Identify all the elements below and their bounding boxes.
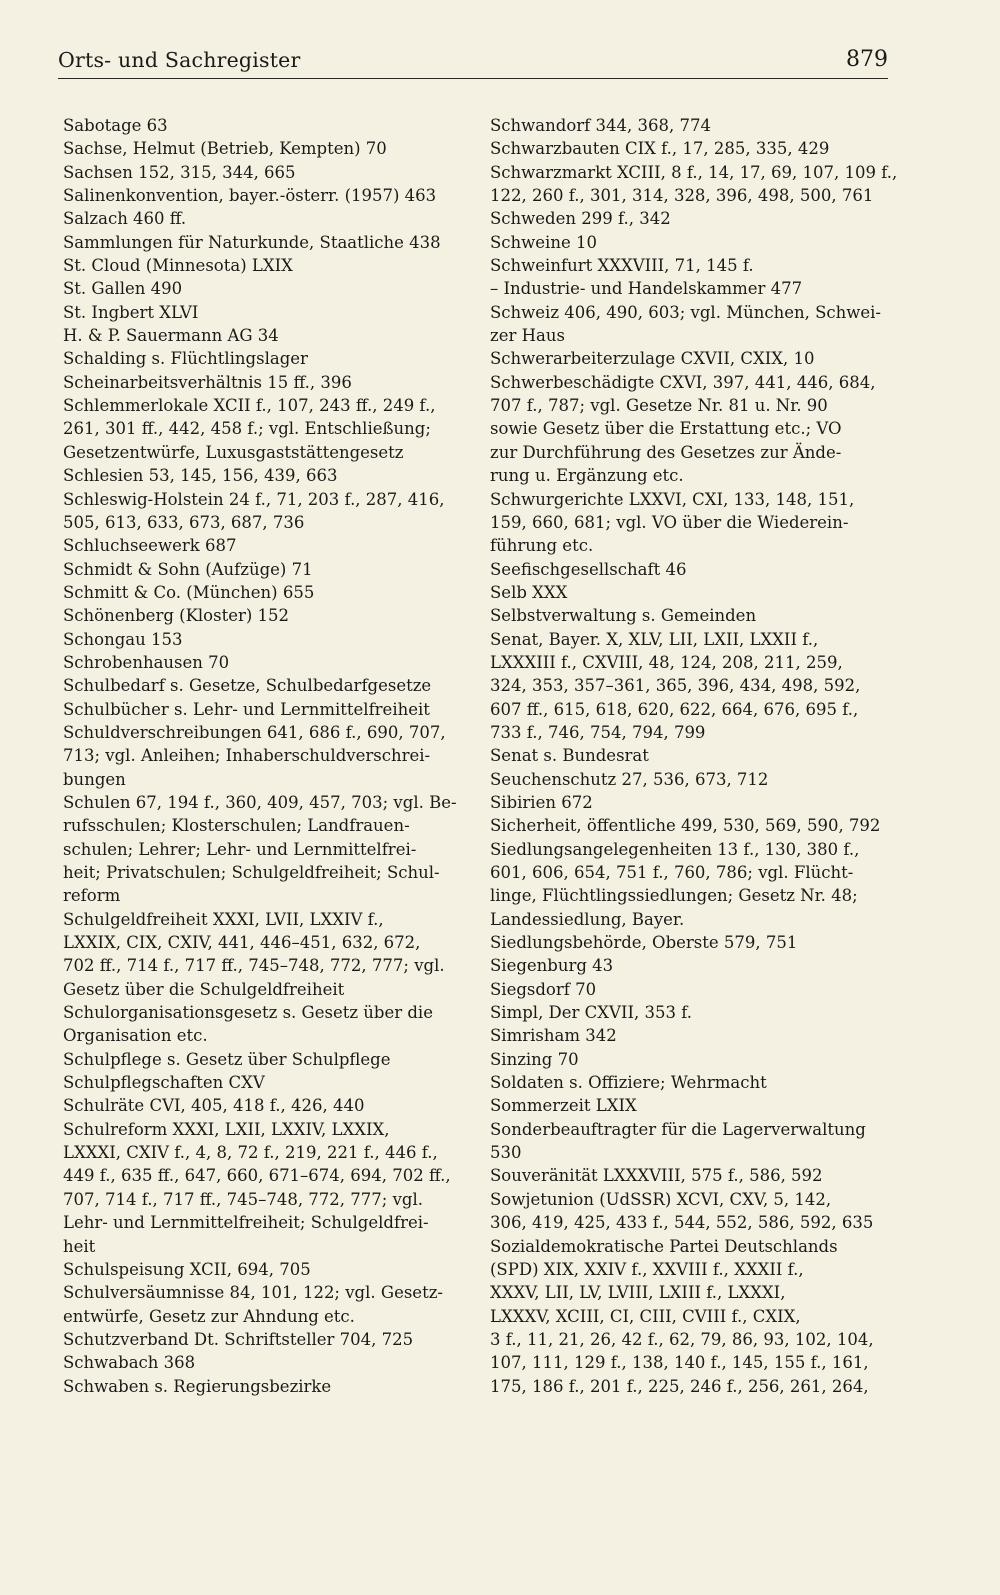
index-entry-line: Schlesien 53, 145, 156, 439, 663 (63, 466, 338, 486)
index-entry (63, 161, 448, 184)
index-entry (63, 791, 457, 908)
index-entry (490, 1118, 885, 1165)
index-entry-line: Sachsen 152, 315, 344, 665 (63, 162, 296, 182)
index-entry (490, 1071, 885, 1094)
index-entry-line: Schwarzmarkt XCIII, 8 f., 14, 17, 69, 107, 109 f., (490, 162, 898, 182)
index-entry (490, 1048, 885, 1071)
index-entry-line: 607 ff., 615, 618, 620, 622, 664, 676, 695 f., (490, 699, 859, 719)
index-column-right (490, 114, 898, 1398)
index-entry (490, 1094, 885, 1117)
index-entry-line: Siegsdorf 70 (490, 979, 597, 999)
index-entry-line: 713; vgl. Anleihen; Inhaberschuldverschrei- (63, 746, 431, 766)
index-entry-line: St. Ingbert XLVI (63, 302, 199, 322)
index-entry-line: Sommerzeit LXIX (490, 1096, 637, 1116)
index-entry-line: Schwerbeschädigte CXVI, 397, 441, 446, 684, (490, 372, 876, 392)
index-entry-line: Schulräte CVI, 405, 418 f., 426, 440 (63, 1096, 365, 1116)
index-entry-line: Senat, Bayer. X, XLV, LII, LXII, LXXII f., (490, 629, 819, 649)
index-entry-line: Schwurgerichte LXXVI, CXI, 133, 148, 151, (490, 489, 855, 509)
index-entry-line: 505, 613, 633, 673, 687, 736 (63, 512, 305, 532)
index-entry (63, 394, 448, 464)
index-entry-line: 707 f., 787; vgl. Gesetze Nr. 81 u. Nr. 90 (490, 396, 828, 416)
index-entry (63, 1094, 448, 1117)
index-entry-line: Schleswig-Holstein 24 f., 71, 203 f., 287, 416, (63, 489, 445, 509)
index-entry (63, 651, 448, 674)
index-entry-line: sowie Gesetz über die Erstattung etc.; VO (490, 419, 842, 439)
index-entry (63, 207, 448, 230)
index-entry-line: 707, 714 f., 717 ff., 745–748, 772, 777; vgl. (63, 1189, 423, 1209)
index-entry-line: Schmidt & Sohn (Aufzüge) 71 (63, 559, 313, 579)
index-entry (490, 954, 885, 977)
index-entry-line: Lehr- und Lernmittelfreiheit; Schulgeldfrei- (63, 1213, 429, 1233)
index-entry (490, 231, 885, 254)
page-number: 879 (846, 47, 888, 72)
index-entry-line: Sachse, Helmut (Betrieb, Kempten) 70 (63, 139, 387, 159)
index-entry-line: heit; Privatschulen; Schulgeldfreiheit; Schul- (63, 863, 440, 882)
index-entry-line: bungen (63, 769, 126, 789)
index-entry (63, 1048, 448, 1071)
index-entry (490, 931, 885, 954)
index-entry-line: Gesetzentwürfe, Luxusgaststättengesetz (63, 442, 404, 462)
index-entry (63, 1118, 451, 1258)
index-entry (63, 1001, 448, 1048)
index-entry (490, 628, 885, 745)
index-entry-line: Schulpflege s. Gesetz über Schulpflege (63, 1049, 391, 1069)
index-entry (63, 698, 448, 721)
running-head-title: Orts- und Sachregister (58, 48, 301, 72)
index-entry-line: Schulbücher s. Lehr- und Lernmittelfreiheit (63, 699, 430, 719)
index-entry (490, 978, 885, 1001)
index-entry-line: Simrisham 342 (490, 1026, 617, 1046)
index-entry-line: Sibirien 672 (490, 792, 593, 812)
index-entry-line: Siegenburg 43 (490, 956, 614, 976)
index-entry (490, 114, 885, 137)
index-entry (490, 161, 898, 208)
index-entry-line: 107, 111, 129 f., 138, 140 f., 145, 155 f., 161, (490, 1353, 869, 1373)
index-entry-line: Salinenkonvention, bayer.-österr. (1957) 463 (63, 186, 437, 206)
index-entry-line: Schulpflegschaften CXV (63, 1073, 265, 1093)
index-entry-line: 175, 186 f., 201 f., 225, 246 f., 256, 261, 264, (490, 1376, 869, 1396)
index-entry-line: Sabotage 63 (63, 116, 168, 135)
index-entry-line: Salzach 460 ff. (63, 209, 187, 229)
index-entry (490, 838, 885, 931)
index-entry-line: Schweinfurt XXXVIII, 71, 145 f. (490, 256, 754, 276)
index-entry-line: Landessiedlung, Bayer. (490, 909, 685, 929)
index-entry-line: reform (63, 886, 121, 906)
index-entry-line: Sammlungen für Naturkunde, Staatliche 438 (63, 232, 441, 252)
index-entry-line: Gesetz über die Schulgeldfreiheit (63, 979, 345, 999)
index-entry (63, 371, 448, 394)
index-entry (490, 301, 885, 348)
index-entry-line: zer Haus (490, 326, 565, 346)
index-entry-line: Schulbedarf s. Gesetze, Schulbedarfgesetze (63, 676, 432, 696)
index-entry-line: Sicherheit, öffentliche 499, 530, 569, 590, 792 (490, 816, 881, 836)
index-entry-line: Schlemmerlokale XCII f., 107, 243 ff., 249 f., (63, 396, 436, 416)
index-entry (490, 768, 885, 791)
index-entry-line: Sonderbeauftragter für die Lagerverwaltung (490, 1119, 866, 1139)
index-entry (63, 1351, 448, 1374)
index-entry (490, 558, 885, 581)
index-entry-line: Siedlungsbehörde, Oberste 579, 751 (490, 933, 798, 953)
index-entry (63, 534, 448, 557)
index-entry (490, 581, 885, 604)
index-entry-line: 702 ff., 714 f., 717 ff., 745–748, 772, 777; vgl. (63, 956, 445, 976)
index-entry-line: Schalding s. Flüchtlingslager (63, 349, 308, 369)
index-entry-line: Schulen 67, 194 f., 360, 409, 457, 703; vgl. Be- (63, 792, 457, 812)
index-entry-line: Schulspeisung XCII, 694, 705 (63, 1259, 311, 1279)
index-entry (490, 347, 885, 370)
index-entry (63, 324, 448, 347)
index-entry (63, 137, 448, 160)
index-entry-line: rung u. Ergänzung etc. (490, 466, 684, 486)
index-entry-line: 530 (490, 1143, 522, 1163)
index-entry (63, 674, 448, 697)
index-entry-line: LXXXI, CXIV f., 4, 8, 72 f., 219, 221 f., 446 f., (63, 1143, 438, 1163)
index-entry (63, 301, 448, 324)
index-entry-line: Schmitt & Co. (München) 655 (63, 582, 315, 602)
index-entry-line: Sinzing 70 (490, 1049, 579, 1069)
index-entry-line: 449 f., 635 ff., 647, 660, 671–674, 694, 702 ff., (63, 1166, 451, 1186)
index-entry-line: Schulreform XXXI, LXII, LXXIV, LXXIX, (63, 1119, 390, 1139)
index-entry-line: Schönenberg (Kloster) 152 (63, 606, 290, 626)
index-entry (490, 371, 885, 488)
index-entry (63, 464, 448, 487)
index-entry (63, 1328, 448, 1351)
index-entry-line: Schwerarbeiterzulage CXVII, CXIX, 10 (490, 349, 815, 369)
index-entry (63, 1375, 448, 1398)
index-entry-line: Schulversäumnisse 84, 101, 122; vgl. Gesetz- (63, 1283, 443, 1303)
index-entry-line: Seuchenschutz 27, 536, 673, 712 (490, 769, 769, 789)
index-entry-line: entwürfe, Gesetz zur Ahndung etc. (63, 1306, 355, 1326)
index-entry (63, 1281, 448, 1328)
index-entry (490, 277, 885, 300)
index-entry-line: Sozialdemokratische Partei Deutschlands (490, 1236, 838, 1256)
index-entry (63, 347, 448, 370)
index-entry-line: Scheinarbeitsverhältnis 15 ff., 396 (63, 372, 352, 392)
index-entry (63, 488, 448, 535)
index-entry-line: Schwarzbauten CIX f., 17, 285, 335, 429 (490, 139, 830, 159)
index-entry-line: Schutzverband Dt. Schriftsteller 704, 725 (63, 1329, 414, 1349)
index-entry (63, 908, 448, 1001)
index-entry (63, 184, 448, 207)
index-entry (63, 114, 448, 137)
index-entry-line: St. Gallen 490 (63, 279, 183, 299)
index-entry-line: Schweiz 406, 490, 603; vgl. München, Schwei- (490, 302, 881, 322)
index-entry-line: LXXXIII f., CXVIII, 48, 124, 208, 211, 259, (490, 652, 843, 672)
index-entry-line: Schuldverschreibungen 641, 686 f., 690, 707, (63, 722, 446, 742)
index-entry-line: 601, 606, 654, 751 f., 760, 786; vgl. Flücht- (490, 863, 854, 882)
index-entry-line: Schulgeldfreiheit XXXI, LVII, LXXIV f., (63, 909, 384, 929)
index-entry (63, 277, 448, 300)
index-entry (490, 254, 885, 277)
index-entry (490, 137, 885, 160)
index-entry-line: heit (63, 1236, 96, 1256)
index-entry-line: Schwabach 368 (63, 1353, 196, 1373)
index-entry-line: Schulorganisationsgesetz s. Gesetz über die (63, 1003, 433, 1023)
index-entry-line: Schwaben s. Regierungsbezirke (63, 1376, 332, 1396)
index-entry-line: XXXV, LII, LV, LVIII, LXIII f., LXXXI, (490, 1283, 786, 1303)
index-entry (490, 604, 885, 627)
index-entry-line: Sowjetunion (UdSSR) XCVI, CXV, 5, 142, (490, 1189, 832, 1209)
index-entry-line: Siedlungsangelegenheiten 13 f., 130, 380 f., (490, 839, 860, 859)
index-entry (490, 1164, 885, 1187)
index-entry-line: Selbstverwaltung s. Gemeinden (490, 606, 757, 626)
index-entry (63, 721, 448, 791)
index-entry-line: Schweden 299 f., 342 (490, 209, 671, 229)
index-entry-line: Souveränität LXXXVIII, 575 f., 586, 592 (490, 1166, 823, 1186)
index-entry-line: 122, 260 f., 301, 314, 328, 396, 498, 500, 761 (490, 186, 874, 206)
index-entry (63, 231, 448, 254)
index-entry (63, 581, 448, 604)
index-entry-line: Schwandorf 344, 368, 774 (490, 116, 711, 135)
index-entry-line: Soldaten s. Offiziere; Wehrmacht (490, 1073, 767, 1093)
index-entry-line: zur Durchführung des Gesetzes zur Ände- (490, 442, 842, 462)
index-entry-line: H. & P. Sauermann AG 34 (63, 326, 279, 346)
index-entry-line: 324, 353, 357–361, 365, 396, 434, 498, 592, (490, 676, 861, 696)
index-entry-line: Selb XXX (490, 582, 568, 602)
index-entry (490, 744, 885, 767)
index-entry-line: Simpl, Der CXVII, 353 f. (490, 1003, 692, 1023)
index-entry-line: Schongau 153 (63, 629, 183, 649)
index-entry (63, 1071, 448, 1094)
index-entry-line: (SPD) XIX, XXIV f., XXVIII f., XXXII f., (490, 1259, 804, 1279)
index-entry-line: rufsschulen; Klosterschulen; Landfrauen- (63, 816, 410, 836)
index-entry-line: 3 f., 11, 21, 26, 42 f., 62, 79, 86, 93, 102, 104, (490, 1329, 874, 1349)
index-entry-line: – Industrie- und Handelskammer 477 (490, 279, 803, 299)
index-entry-line: Organisation etc. (63, 1026, 208, 1046)
index-entry (490, 814, 885, 837)
index-entry-line: 261, 301 ff., 442, 458 f.; vgl. Entschließung; (63, 419, 431, 439)
index-entry-line: Seefischgesellschaft 46 (490, 559, 687, 579)
index-entry (490, 1001, 885, 1024)
index-entry (63, 558, 448, 581)
index-entry (490, 207, 885, 230)
page-header (58, 44, 888, 79)
index-entry (490, 791, 885, 814)
index-entry (63, 604, 448, 627)
index-entry-line: 733 f., 746, 754, 794, 799 (490, 722, 706, 742)
index-entry (490, 1235, 885, 1398)
index-entry-line: 159, 660, 681; vgl. VO über die Wiederein- (490, 512, 849, 532)
index-entry (490, 488, 885, 558)
index-entry-line: 306, 419, 425, 433 f., 544, 552, 586, 592, 635 (490, 1213, 874, 1233)
index-entry-line: Senat s. Bundesrat (490, 746, 649, 766)
index-entry (63, 1258, 448, 1281)
index-entry-line: linge, Flüchtlingssiedlungen; Gesetz Nr. 48; (490, 886, 858, 906)
index-entry-line: Schweine 10 (490, 232, 597, 252)
index-entry (63, 254, 448, 277)
index-entry-line: LXXXV, XCIII, CI, CIII, CVIII f., CXIX, (490, 1306, 801, 1326)
index-column-left (63, 114, 457, 1398)
index-entry-line: Schrobenhausen 70 (63, 652, 230, 672)
index-entry-line: führung etc. (490, 536, 594, 556)
index-entry-line: schulen; Lehrer; Lehr- und Lernmittelfrei- (63, 839, 417, 859)
index-entry (63, 628, 448, 651)
index-entry-line: Schluchseewerk 687 (63, 536, 237, 556)
index-entry-line: LXXIX, CIX, CXIV, 441, 446–451, 632, 672, (63, 933, 421, 953)
index-entry-line: St. Cloud (Minnesota) LXIX (63, 256, 293, 276)
index-entry (490, 1024, 885, 1047)
index-entry (490, 1188, 885, 1235)
